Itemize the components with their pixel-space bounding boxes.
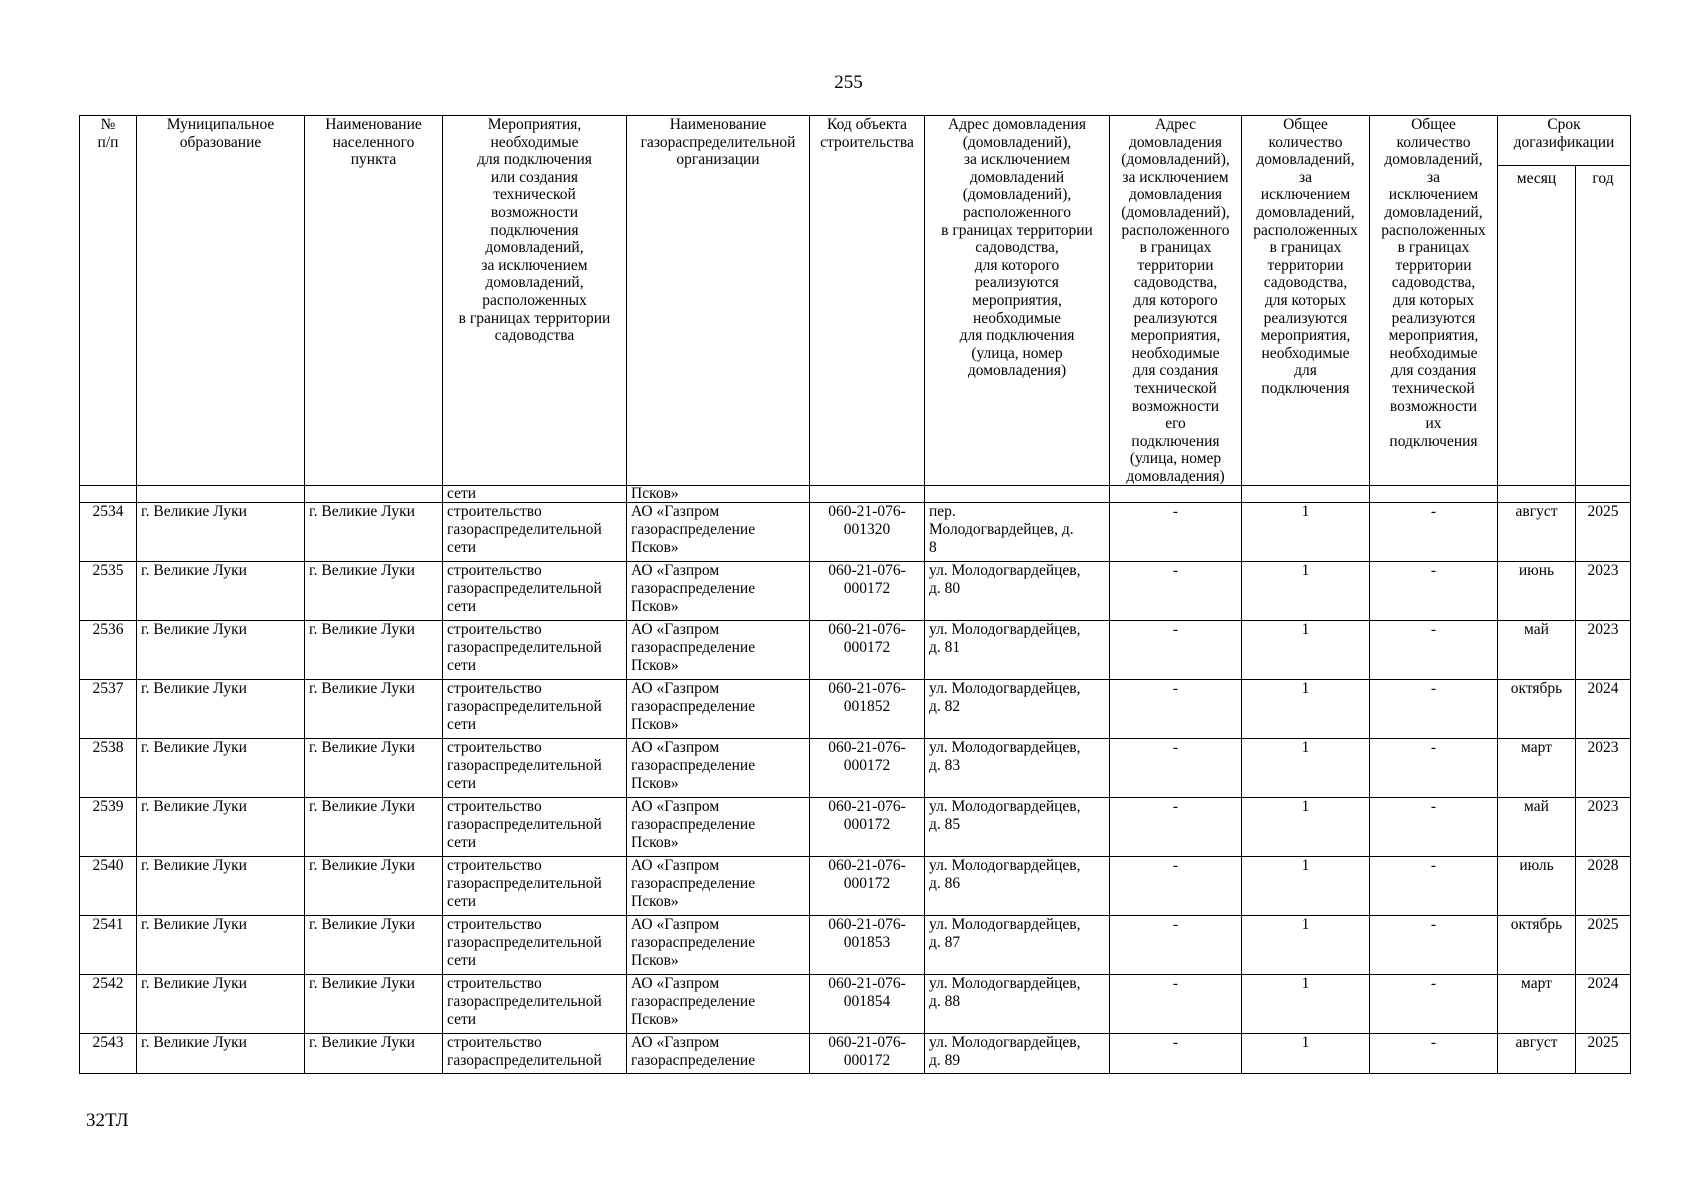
cell-address2: - xyxy=(1110,621,1242,680)
cell-organization-line: Псков» xyxy=(631,538,679,556)
table-header xyxy=(80,116,1631,486)
cell-total2: - xyxy=(1370,916,1498,975)
cell-total2: - xyxy=(1370,503,1498,562)
cell-month: июль xyxy=(1498,857,1576,916)
cell-total1: 1 xyxy=(1242,739,1370,798)
cell-organization-line: газораспределение xyxy=(631,521,756,539)
cell-object-code-line: 060-21-076- xyxy=(828,1034,906,1052)
cell-organization-line: АО «Газпром xyxy=(631,975,720,993)
cell-address-line: д. 86 xyxy=(929,875,961,893)
table-row xyxy=(80,621,1631,680)
cell-object-code xyxy=(810,857,925,916)
cell-organization-line: АО «Газпром xyxy=(631,739,720,757)
cell-object-code-line: 060-21-076- xyxy=(828,680,906,698)
cell-measures-line: строительство xyxy=(447,1034,542,1052)
cell-object-code-line: 060-21-076- xyxy=(828,621,906,639)
cell-organization-line: Псков» xyxy=(631,892,679,910)
cell-organization-line: газораспределение xyxy=(631,816,756,834)
cell-object-code-line: 060-21-076- xyxy=(828,739,906,757)
cell-address xyxy=(925,857,1110,916)
cell-object-code-line: 000172 xyxy=(843,875,891,893)
cell-object-code xyxy=(810,916,925,975)
cell-num: 2542 xyxy=(80,975,137,1034)
cell-organization-line: Псков» xyxy=(631,1010,679,1028)
cell-measures-line: сети xyxy=(447,656,477,674)
cell-month: март xyxy=(1498,739,1576,798)
cell-month: август xyxy=(1498,1034,1576,1074)
cell-organization-line: газораспределение xyxy=(631,875,756,893)
cell-measures-line: строительство xyxy=(447,739,542,757)
cell-organization xyxy=(627,1034,810,1074)
cell-year: 2025 xyxy=(1576,916,1631,975)
cell-measures-line: строительство xyxy=(447,916,542,934)
header-address-connection: Адрес домовладения (домовладений), за исключением домовладений (домовладений), расположенного в границах территории садоводства, для которого реализуются мероприятия, необходимые для подключения (улица, номер домовладения) xyxy=(925,116,1110,486)
table-row xyxy=(80,975,1631,1034)
cell-year: 2025 xyxy=(1576,503,1631,562)
cell-address2 xyxy=(1110,486,1242,503)
cell-organization xyxy=(627,621,810,680)
cell-num: 2541 xyxy=(80,916,137,975)
cell-organization-line: АО «Газпром xyxy=(631,562,720,580)
cell-organization: Псков» xyxy=(627,486,810,503)
cell-organization-line: газораспределение xyxy=(631,757,756,775)
cell-settlement: г. Великие Луки xyxy=(305,857,443,916)
cell-address2: - xyxy=(1110,503,1242,562)
cell-organization-line: АО «Газпром xyxy=(631,798,720,816)
cell-object-code-line: 001320 xyxy=(843,521,891,539)
cell-address-line: д. 81 xyxy=(929,639,961,657)
cell-year: 2024 xyxy=(1576,680,1631,739)
cell-address-line: ул. Молодогвардейцев, xyxy=(929,1034,1081,1052)
cell-organization-line: АО «Газпром xyxy=(631,857,720,875)
header-total-connection: Общее количество домовладений, за исключением домовладений, расположенных в границах территории садоводства, для которых реализуются мероприятия, необходимые для подключения xyxy=(1242,116,1370,486)
cell-organization xyxy=(627,739,810,798)
cell-measures-line: газораспределительной xyxy=(447,934,602,952)
cell-organization-line: газораспределение xyxy=(631,993,756,1011)
cell-address-line: ул. Молодогвардейцев, xyxy=(929,621,1081,639)
cell-total1: 1 xyxy=(1242,857,1370,916)
cell-settlement: г. Великие Луки xyxy=(305,1034,443,1074)
cell-settlement: г. Великие Луки xyxy=(305,798,443,857)
gasification-table xyxy=(79,115,1631,1074)
cell-municipality: г. Великие Луки xyxy=(137,680,305,739)
cell-measures-line: строительство xyxy=(447,680,542,698)
cell-object-code-line: 000172 xyxy=(843,757,891,775)
cell-measures-line: газораспределительной xyxy=(447,993,602,1011)
cell-organization xyxy=(627,857,810,916)
cell-num: 2538 xyxy=(80,739,137,798)
cell-measures-line: газораспределительной xyxy=(447,757,602,775)
cell-municipality: г. Великие Луки xyxy=(137,975,305,1034)
cell-settlement: г. Великие Луки xyxy=(305,503,443,562)
cell-measures-line: сети xyxy=(447,951,477,969)
header-address-capability: Адрес домовладения (домовладений), за исключением домовладения (домовладений), расположенного в границах территории садоводства, для которого реализуются мероприятия, необходимые для создания технической возможности его подключения (улица, номер домовладения) xyxy=(1110,116,1242,486)
header-term: Срок догазификации xyxy=(1498,116,1631,166)
cell-address xyxy=(925,1034,1110,1074)
cell-organization xyxy=(627,916,810,975)
cell-address-line: пер. xyxy=(929,503,956,521)
cell-total2 xyxy=(1370,486,1498,503)
cell-num: 2535 xyxy=(80,562,137,621)
table-row xyxy=(80,739,1631,798)
cell-measures-line: сети xyxy=(447,833,477,851)
cell-organization-line: АО «Газпром xyxy=(631,916,720,934)
cell-address-line: ул. Молодогвардейцев, xyxy=(929,680,1081,698)
cell-measures-line: сети xyxy=(447,597,477,615)
cell-total1: 1 xyxy=(1242,621,1370,680)
cell-total1: 1 xyxy=(1242,680,1370,739)
cell-address-line: д. 85 xyxy=(929,816,961,834)
cell-address2: - xyxy=(1110,798,1242,857)
cell-measures: сети xyxy=(443,486,627,503)
header-settlement: Наименование населенного пункта xyxy=(305,116,443,486)
cell-municipality: г. Великие Луки xyxy=(137,503,305,562)
cell-total1: 1 xyxy=(1242,975,1370,1034)
footer-code: 32ТЛ xyxy=(86,1110,129,1131)
cell-address xyxy=(925,798,1110,857)
cell-total2: - xyxy=(1370,975,1498,1034)
cell-address xyxy=(925,739,1110,798)
cell-settlement: г. Великие Луки xyxy=(305,621,443,680)
cell-settlement: г. Великие Луки xyxy=(305,680,443,739)
cell-municipality: г. Великие Луки xyxy=(137,739,305,798)
cell-organization-line: газораспределение xyxy=(631,639,756,657)
table-row xyxy=(80,916,1631,975)
cell-municipality: г. Великие Луки xyxy=(137,916,305,975)
cell-organization-line: Псков» xyxy=(631,951,679,969)
header-organization: Наименование газораспределительной организации xyxy=(627,116,810,486)
header-month: месяц xyxy=(1498,165,1576,486)
table-row xyxy=(80,798,1631,857)
cell-municipality: г. Великие Луки xyxy=(137,1034,305,1074)
table-row xyxy=(80,680,1631,739)
cell-measures-line: сети xyxy=(447,1010,477,1028)
cell-year: 2025 xyxy=(1576,1034,1631,1074)
cell-measures xyxy=(443,916,627,975)
cell-month: октябрь xyxy=(1498,680,1576,739)
cell-address2: - xyxy=(1110,916,1242,975)
cell-address-line: д. 89 xyxy=(929,1052,961,1070)
cell-organization xyxy=(627,503,810,562)
cell-address2: - xyxy=(1110,739,1242,798)
cell-organization-line: Псков» xyxy=(631,833,679,851)
cell-measures xyxy=(443,857,627,916)
cell-organization-line: АО «Газпром xyxy=(631,1034,720,1052)
cell-municipality: г. Великие Луки xyxy=(137,857,305,916)
cell-object-code-line: 000172 xyxy=(843,1052,891,1070)
cell-organization-line: Псков» xyxy=(631,774,679,792)
cell-municipality: г. Великие Луки xyxy=(137,621,305,680)
header-num: № п/п xyxy=(80,116,137,486)
cell-organization xyxy=(627,798,810,857)
table-row xyxy=(80,562,1631,621)
cell-measures-line: строительство xyxy=(447,857,542,875)
cell-object-code xyxy=(810,562,925,621)
cell-address2: - xyxy=(1110,975,1242,1034)
cell-object-code xyxy=(810,798,925,857)
cell-settlement: г. Великие Луки xyxy=(305,739,443,798)
cell-settlement xyxy=(305,486,443,503)
table-row xyxy=(80,857,1631,916)
cell-address xyxy=(925,975,1110,1034)
cell-object-code xyxy=(810,1034,925,1074)
cell-measures xyxy=(443,798,627,857)
cell-address2: - xyxy=(1110,1034,1242,1074)
cell-address-line: д. 83 xyxy=(929,757,961,775)
cell-measures-line: строительство xyxy=(447,503,542,521)
cell-address-line: ул. Молодогвардейцев, xyxy=(929,739,1081,757)
cell-num: 2539 xyxy=(80,798,137,857)
cell-month: октябрь xyxy=(1498,916,1576,975)
cell-address xyxy=(925,680,1110,739)
cell-measures-line: газораспределительной xyxy=(447,875,602,893)
cell-organization-line: Псков» xyxy=(631,597,679,615)
cell-organization xyxy=(627,975,810,1034)
cell-object-code-line: 060-21-076- xyxy=(828,975,906,993)
cell-object-code xyxy=(810,680,925,739)
cell-measures-line: газораспределительной xyxy=(447,1052,602,1070)
cell-address2: - xyxy=(1110,562,1242,621)
cell-object-code-line: 060-21-076- xyxy=(828,916,906,934)
cell-address xyxy=(925,486,1110,503)
cell-address xyxy=(925,621,1110,680)
cell-measures-line: сети xyxy=(447,892,477,910)
cell-total2: - xyxy=(1370,621,1498,680)
cell-organization-line: газораспределение xyxy=(631,1052,756,1070)
cell-settlement: г. Великие Луки xyxy=(305,916,443,975)
cell-organization-line: Псков» xyxy=(631,715,679,733)
cell-month xyxy=(1498,486,1576,503)
cell-measures xyxy=(443,739,627,798)
cell-year: 2024 xyxy=(1576,975,1631,1034)
cell-object-code-line: 060-21-076- xyxy=(828,798,906,816)
table-row xyxy=(80,1034,1631,1074)
header-total-capability: Общее количество домовладений, за исключением домовладений, расположенных в границах территории садоводства, для которых реализуются мероприятия, необходимые для создания технической возможности их подключения xyxy=(1370,116,1498,486)
cell-address-line: д. 87 xyxy=(929,934,961,952)
cell-object-code-line: 000172 xyxy=(843,816,891,834)
cell-object-code-line: 001854 xyxy=(843,993,891,1011)
header-measures: Мероприятия, необходимые для подключения или создания технической возможности подключения домовладений, за исключением домовладений, расположенных в границах территории садоводства xyxy=(443,116,627,486)
cell-object-code xyxy=(810,739,925,798)
cell-year: 2028 xyxy=(1576,857,1631,916)
cell-municipality: г. Великие Луки xyxy=(137,562,305,621)
cell-measures-line: газораспределительной xyxy=(447,639,602,657)
cell-measures-line: строительство xyxy=(447,975,542,993)
cell-num: 2540 xyxy=(80,857,137,916)
page-number: 255 xyxy=(834,72,863,93)
cell-total1 xyxy=(1242,486,1370,503)
header-municipality: Муниципальное образование xyxy=(137,116,305,486)
cell-measures xyxy=(443,503,627,562)
cell-year xyxy=(1576,486,1631,503)
cell-address-line: ул. Молодогвардейцев, xyxy=(929,857,1081,875)
cell-year: 2023 xyxy=(1576,621,1631,680)
cell-object-code-line: 000172 xyxy=(843,639,891,657)
cell-total2: - xyxy=(1370,680,1498,739)
cell-total1: 1 xyxy=(1242,916,1370,975)
cell-address2: - xyxy=(1110,680,1242,739)
cell-object-code xyxy=(810,975,925,1034)
cell-address2: - xyxy=(1110,857,1242,916)
cell-organization-line: АО «Газпром xyxy=(631,680,720,698)
cell-year: 2023 xyxy=(1576,798,1631,857)
cell-object-code xyxy=(810,621,925,680)
cell-object-code xyxy=(810,486,925,503)
cell-num: 2536 xyxy=(80,621,137,680)
cell-num xyxy=(80,486,137,503)
header-object-code: Код объекта строительства xyxy=(810,116,925,486)
cell-num: 2543 xyxy=(80,1034,137,1074)
cell-measures-line: газораспределительной xyxy=(447,521,602,539)
cell-address-line: д. 88 xyxy=(929,993,961,1011)
cell-organization xyxy=(627,562,810,621)
cell-object-code-line: 060-21-076- xyxy=(828,562,906,580)
cell-organization xyxy=(627,680,810,739)
cell-address xyxy=(925,916,1110,975)
cell-address-line: 8 xyxy=(929,538,937,556)
cell-address-line: ул. Молодогвардейцев, xyxy=(929,798,1081,816)
cell-num: 2537 xyxy=(80,680,137,739)
cell-organization-line: газораспределение xyxy=(631,934,756,952)
cell-total1: 1 xyxy=(1242,798,1370,857)
cell-address-line: ул. Молодогвардейцев, xyxy=(929,562,1081,580)
cell-organization-line: АО «Газпром xyxy=(631,621,720,639)
cell-object-code xyxy=(810,503,925,562)
cell-object-code-line: 001853 xyxy=(843,934,891,952)
table-body xyxy=(80,486,1631,1074)
cell-measures-line: газораспределительной xyxy=(447,580,602,598)
cell-total1: 1 xyxy=(1242,503,1370,562)
cell-total2: - xyxy=(1370,798,1498,857)
cell-measures-line: газораспределительной xyxy=(447,698,602,716)
table-row xyxy=(80,503,1631,562)
cell-month: май xyxy=(1498,621,1576,680)
cell-settlement: г. Великие Луки xyxy=(305,975,443,1034)
cell-organization-line: Псков» xyxy=(631,656,679,674)
cell-address-line: ул. Молодогвардейцев, xyxy=(929,975,1081,993)
cell-num: 2534 xyxy=(80,503,137,562)
cell-total2: - xyxy=(1370,562,1498,621)
continuation-row xyxy=(80,486,1631,503)
cell-organization-line: газораспределение xyxy=(631,580,756,598)
cell-object-code-line: 060-21-076- xyxy=(828,503,906,521)
cell-address-line: ул. Молодогвардейцев, xyxy=(929,916,1081,934)
cell-measures-line: строительство xyxy=(447,798,542,816)
cell-measures-line: строительство xyxy=(447,562,542,580)
header-year: год xyxy=(1576,165,1631,486)
cell-measures xyxy=(443,621,627,680)
cell-measures xyxy=(443,975,627,1034)
cell-measures-line: сети xyxy=(447,715,477,733)
cell-year: 2023 xyxy=(1576,739,1631,798)
cell-organization-line: АО «Газпром xyxy=(631,503,720,521)
cell-municipality xyxy=(137,486,305,503)
cell-total1: 1 xyxy=(1242,1034,1370,1074)
cell-month: август xyxy=(1498,503,1576,562)
cell-object-code-line: 000172 xyxy=(843,580,891,598)
cell-address-line: Молодогвардейцев, д. xyxy=(929,521,1074,539)
cell-organization-line: газораспределение xyxy=(631,698,756,716)
cell-address-line: д. 80 xyxy=(929,580,961,598)
cell-measures xyxy=(443,680,627,739)
cell-measures xyxy=(443,1034,627,1074)
cell-measures xyxy=(443,562,627,621)
cell-measures-line: сети xyxy=(447,774,477,792)
cell-settlement: г. Великие Луки xyxy=(305,562,443,621)
cell-total2: - xyxy=(1370,857,1498,916)
cell-address xyxy=(925,562,1110,621)
cell-measures-line: строительство xyxy=(447,621,542,639)
cell-total2: - xyxy=(1370,739,1498,798)
cell-municipality: г. Великие Луки xyxy=(137,798,305,857)
cell-address xyxy=(925,503,1110,562)
cell-total1: 1 xyxy=(1242,562,1370,621)
cell-object-code-line: 001852 xyxy=(843,698,891,716)
cell-month: март xyxy=(1498,975,1576,1034)
cell-measures-line: газораспределительной xyxy=(447,816,602,834)
cell-month: май xyxy=(1498,798,1576,857)
cell-year: 2023 xyxy=(1576,562,1631,621)
cell-object-code-line: 060-21-076- xyxy=(828,857,906,875)
cell-measures-line: сети xyxy=(447,538,477,556)
cell-address-line: д. 82 xyxy=(929,698,961,716)
cell-month: июнь xyxy=(1498,562,1576,621)
cell-total2: - xyxy=(1370,1034,1498,1074)
